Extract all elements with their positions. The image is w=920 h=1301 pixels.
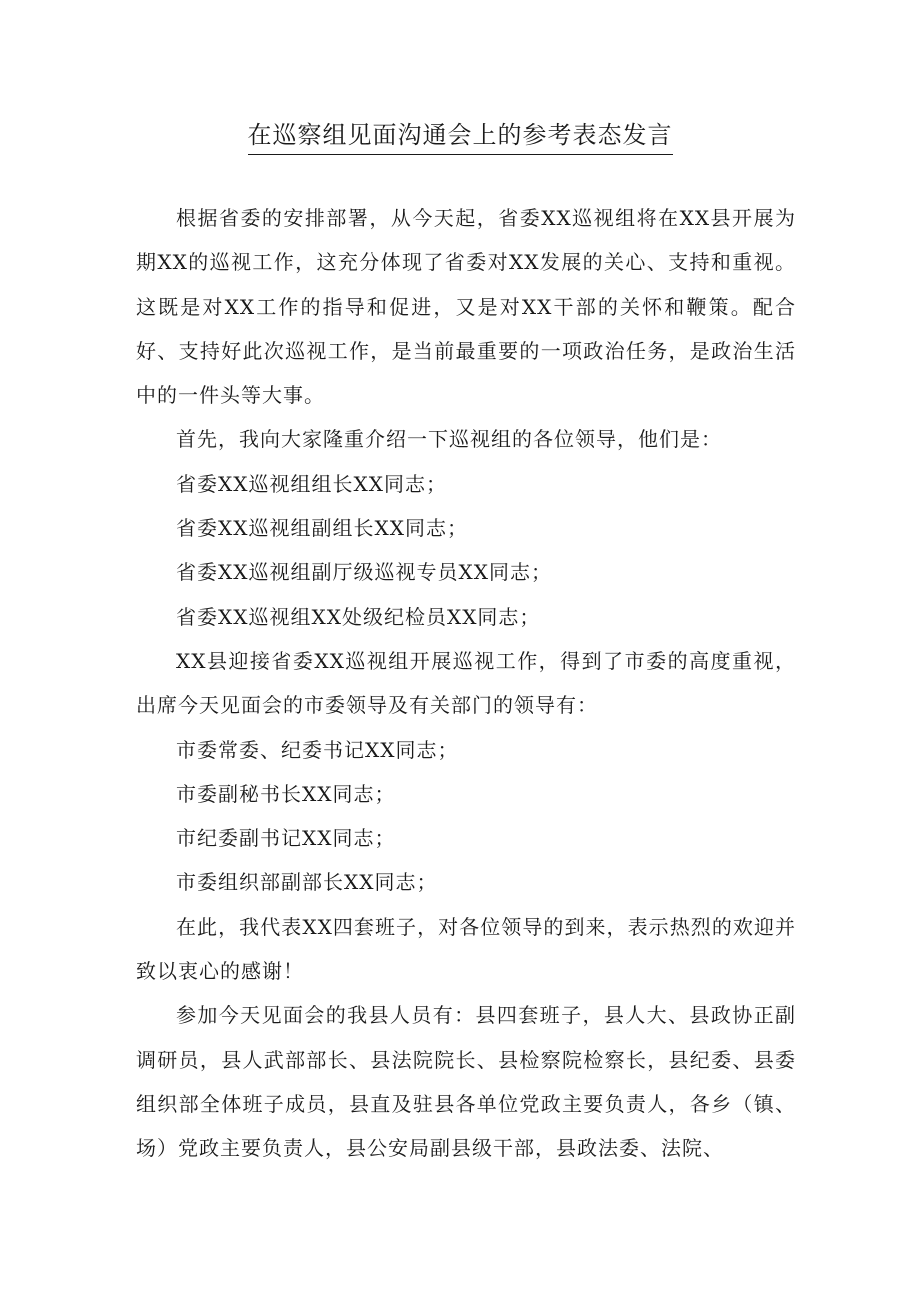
paragraph-intro: 根据省委的安排部署，从今天起，省委XX巡视组将在XX县开展为期XX的巡视工作，这充分体现了省委对XX发展的关心、支持和重视。这既是对XX工作的指导和促进，又是对XX干部的关怀和鞭策。配合好、支持好此次巡视工作，是当前最重要的一项政治任务，是政治生活中的一件头等大事。 (136, 206, 796, 408)
paragraph-welcome: 在此，我代表XX四套班子，对各位领导的到来，表示热烈的欢迎并致以衷心的感谢！ (136, 914, 796, 984)
list-item-city-discipline-deputy: 市纪委副书记XX同志； (176, 826, 396, 851)
document-body (136, 196, 796, 1171)
list-item-inspection-commissioner: 省委XX巡视组副厅级巡视专员XX同志； (176, 560, 552, 585)
list-item-inspection-deputy-leader: 省委XX巡视组副组长XX同志； (176, 516, 468, 541)
paragraph-county-attendees: 参加今天见面会的我县人员有：县四套班子，县人大、县政协正副调研员，县人武部部长、县法院院长、县检察院检察长，县纪委、县委组织部全体班子成员，县直及驻县各单位党政主要负责人，各乡（镇、场）党政主要负责人，县公安局副县级干部，县政法委、法院、 (136, 1003, 796, 1161)
paragraph-introduce-leaders: 首先，我向大家隆重介绍一下巡视组的各位领导，他们是： (176, 427, 722, 452)
list-item-inspection-leader: 省委XX巡视组组长XX同志； (176, 471, 447, 496)
list-item-city-organization-deputy: 市委组织部副部长XX同志； (176, 870, 438, 895)
document-title-wrap (0, 118, 920, 155)
list-item-inspection-discipline-officer: 省委XX巡视组XX处级纪检员XX同志； (176, 604, 541, 629)
paragraph-city-leaders-intro: XX县迎接省委XX巡视组开展巡视工作，得到了市委的高度重视，出席今天见面会的市委领导及有关部门的领导有： (136, 648, 796, 718)
list-item-city-deputy-secretary-general: 市委副秘书长XX同志； (176, 781, 396, 806)
document-title: 在巡察组见面沟通会上的参考表态发言 (248, 118, 673, 155)
list-item-city-discipline-secretary: 市委常委、纪委书记XX同志； (176, 737, 459, 762)
